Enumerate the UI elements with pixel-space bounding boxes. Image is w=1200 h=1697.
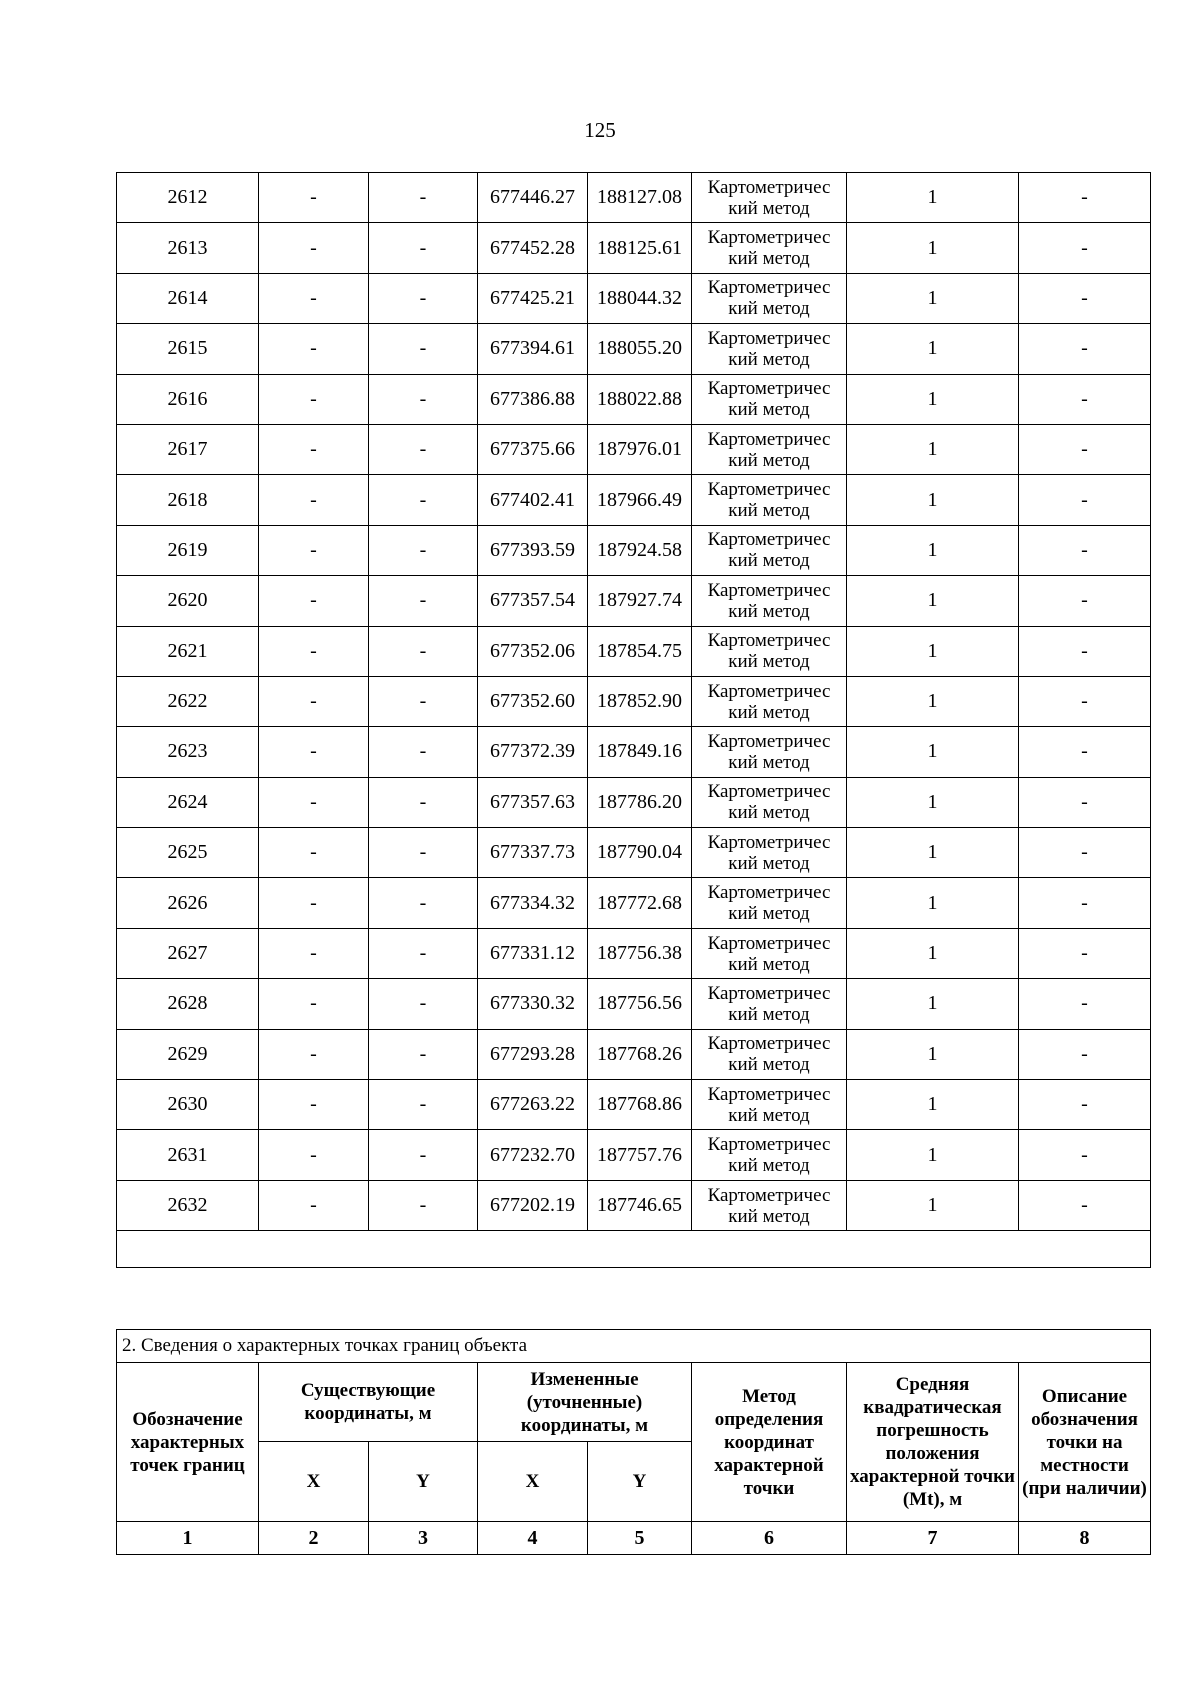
mean-error-cell: 1 (847, 273, 1019, 323)
point-id-cell: 2615 (117, 324, 259, 374)
point-id-cell: 2629 (117, 1029, 259, 1079)
existing-x-cell: - (259, 676, 369, 726)
description-cell: - (1019, 525, 1151, 575)
mean-error-cell: 1 (847, 777, 1019, 827)
changed-y-cell: 188055.20 (588, 324, 692, 374)
changed-y-cell: 187786.20 (588, 777, 692, 827)
point-id-cell: 2619 (117, 525, 259, 575)
mean-error-cell: 1 (847, 525, 1019, 575)
point-id-cell: 2620 (117, 576, 259, 626)
table-row (117, 777, 1151, 827)
table-row (117, 727, 1151, 777)
point-id-cell: 2631 (117, 1130, 259, 1180)
changed-y-cell: 188022.88 (588, 374, 692, 424)
method-cell: Картометричес кий метод (692, 424, 847, 474)
mean-error-cell: 1 (847, 979, 1019, 1029)
mean-error-cell: 1 (847, 223, 1019, 273)
mean-error-cell: 1 (847, 676, 1019, 726)
changed-y-cell: 187746.65 (588, 1180, 692, 1230)
description-cell: - (1019, 727, 1151, 777)
header-changed-coordinates: Измененные (уточненные) координаты, м (478, 1363, 692, 1442)
changed-y-cell: 187966.49 (588, 475, 692, 525)
changed-x-cell: 677334.32 (478, 878, 588, 928)
table-row (117, 878, 1151, 928)
point-id-cell: 2632 (117, 1180, 259, 1230)
changed-x-cell: 677352.60 (478, 676, 588, 726)
point-id-cell: 2618 (117, 475, 259, 525)
table-row (117, 223, 1151, 273)
table-row (117, 525, 1151, 575)
mean-error-cell: 1 (847, 374, 1019, 424)
existing-x-cell: - (259, 626, 369, 676)
mean-error-cell: 1 (847, 576, 1019, 626)
method-cell: Картометричес кий метод (692, 626, 847, 676)
method-cell: Картометричес кий метод (692, 1180, 847, 1230)
existing-y-cell: - (369, 626, 478, 676)
table-row (117, 1130, 1151, 1180)
changed-y-cell: 187924.58 (588, 525, 692, 575)
changed-x-cell: 677452.28 (478, 223, 588, 273)
description-cell: - (1019, 626, 1151, 676)
changed-y-cell: 187756.56 (588, 979, 692, 1029)
existing-y-cell: - (369, 1080, 478, 1130)
point-id-cell: 2623 (117, 727, 259, 777)
mean-error-cell: 1 (847, 173, 1019, 223)
description-cell: - (1019, 324, 1151, 374)
changed-x-cell: 677357.63 (478, 777, 588, 827)
mean-error-cell: 1 (847, 475, 1019, 525)
description-cell: - (1019, 576, 1151, 626)
existing-y-cell: - (369, 173, 478, 223)
coordinates-table-body (117, 173, 1151, 1268)
method-cell: Картометричес кий метод (692, 727, 847, 777)
mean-error-cell: 1 (847, 727, 1019, 777)
changed-x-cell: 677202.19 (478, 1180, 588, 1230)
header-method: Метод определения координат характерной точки (692, 1363, 847, 1522)
description-cell: - (1019, 878, 1151, 928)
table-row (117, 626, 1151, 676)
table-row (117, 273, 1151, 323)
table-row (117, 828, 1151, 878)
point-id-cell: 2627 (117, 928, 259, 978)
changed-y-cell: 188044.32 (588, 273, 692, 323)
description-cell: - (1019, 1029, 1151, 1079)
existing-x-cell: - (259, 324, 369, 374)
changed-x-cell: 677357.54 (478, 576, 588, 626)
point-id-cell: 2622 (117, 676, 259, 726)
section-title: 2. Сведения о характерных точках границ объекта (117, 1330, 1151, 1363)
point-id-cell: 2613 (117, 223, 259, 273)
existing-y-cell: - (369, 273, 478, 323)
existing-x-cell: - (259, 424, 369, 474)
empty-row (117, 1231, 1151, 1268)
description-cell: - (1019, 1130, 1151, 1180)
mean-error-cell: 1 (847, 828, 1019, 878)
point-id-cell: 2625 (117, 828, 259, 878)
existing-x-cell: - (259, 173, 369, 223)
existing-y-cell: - (369, 878, 478, 928)
mean-error-cell: 1 (847, 626, 1019, 676)
point-id-cell: 2624 (117, 777, 259, 827)
existing-y-cell: - (369, 777, 478, 827)
method-cell: Картометричес кий метод (692, 273, 847, 323)
existing-x-cell: - (259, 576, 369, 626)
changed-x-cell: 677337.73 (478, 828, 588, 878)
description-cell: - (1019, 173, 1151, 223)
changed-x-cell: 677352.06 (478, 626, 588, 676)
points-table (116, 1329, 1151, 1555)
existing-x-cell: - (259, 1130, 369, 1180)
existing-y-cell: - (369, 223, 478, 273)
description-cell: - (1019, 223, 1151, 273)
existing-y-cell: - (369, 1130, 478, 1180)
changed-x-cell: 677372.39 (478, 727, 588, 777)
method-cell: Картометричес кий метод (692, 878, 847, 928)
existing-y-cell: - (369, 576, 478, 626)
existing-x-cell: - (259, 727, 369, 777)
method-cell: Картометричес кий метод (692, 1080, 847, 1130)
description-cell: - (1019, 475, 1151, 525)
existing-x-cell: - (259, 1180, 369, 1230)
changed-x-cell: 677386.88 (478, 374, 588, 424)
description-cell: - (1019, 273, 1151, 323)
column-number: 4 (478, 1522, 588, 1555)
mean-error-cell: 1 (847, 1130, 1019, 1180)
existing-x-cell: - (259, 928, 369, 978)
point-id-cell: 2626 (117, 878, 259, 928)
existing-x-cell: - (259, 475, 369, 525)
mean-error-cell: 1 (847, 1080, 1019, 1130)
changed-y-cell: 187757.76 (588, 1130, 692, 1180)
changed-y-cell: 187849.16 (588, 727, 692, 777)
existing-y-cell: - (369, 324, 478, 374)
description-cell: - (1019, 1180, 1151, 1230)
mean-error-cell: 1 (847, 324, 1019, 374)
changed-x-cell: 677394.61 (478, 324, 588, 374)
empty-cell (117, 1231, 1151, 1268)
changed-y-cell: 187852.90 (588, 676, 692, 726)
description-cell: - (1019, 1080, 1151, 1130)
point-id-cell: 2614 (117, 273, 259, 323)
existing-y-cell: - (369, 374, 478, 424)
existing-x-cell: - (259, 828, 369, 878)
existing-x-cell: - (259, 374, 369, 424)
header-designation: Обозначение характерных точек границ (117, 1363, 259, 1522)
description-cell: - (1019, 424, 1151, 474)
existing-y-cell: - (369, 1180, 478, 1230)
changed-x-cell: 677331.12 (478, 928, 588, 978)
header-changed-y: Y (588, 1442, 692, 1522)
table-row (117, 324, 1151, 374)
description-cell: - (1019, 828, 1151, 878)
method-cell: Картометричес кий метод (692, 223, 847, 273)
existing-y-cell: - (369, 828, 478, 878)
changed-y-cell: 188127.08 (588, 173, 692, 223)
header-existing-x: X (259, 1442, 369, 1522)
existing-y-cell: - (369, 1029, 478, 1079)
table-row (117, 676, 1151, 726)
column-number: 3 (369, 1522, 478, 1555)
changed-x-cell: 677293.28 (478, 1029, 588, 1079)
changed-x-cell: 677425.21 (478, 273, 588, 323)
table-row (117, 576, 1151, 626)
coordinates-table (116, 172, 1151, 1268)
changed-y-cell: 187976.01 (588, 424, 692, 474)
point-id-cell: 2617 (117, 424, 259, 474)
existing-x-cell: - (259, 223, 369, 273)
method-cell: Картометричес кий метод (692, 576, 847, 626)
existing-y-cell: - (369, 928, 478, 978)
point-id-cell: 2628 (117, 979, 259, 1029)
table-row (117, 424, 1151, 474)
description-cell: - (1019, 676, 1151, 726)
table-row (117, 979, 1151, 1029)
changed-x-cell: 677393.59 (478, 525, 588, 575)
changed-x-cell: 677446.27 (478, 173, 588, 223)
table-row (117, 1080, 1151, 1130)
changed-x-cell: 677402.41 (478, 475, 588, 525)
point-id-cell: 2612 (117, 173, 259, 223)
mean-error-cell: 1 (847, 928, 1019, 978)
column-number: 5 (588, 1522, 692, 1555)
method-cell: Картометричес кий метод (692, 676, 847, 726)
changed-y-cell: 187756.38 (588, 928, 692, 978)
changed-y-cell: 187772.68 (588, 878, 692, 928)
page-number: 125 (584, 118, 616, 142)
method-cell: Картометричес кий метод (692, 928, 847, 978)
existing-y-cell: - (369, 979, 478, 1029)
description-cell: - (1019, 374, 1151, 424)
method-cell: Картометричес кий метод (692, 777, 847, 827)
mean-error-cell: 1 (847, 424, 1019, 474)
changed-x-cell: 677232.70 (478, 1130, 588, 1180)
existing-x-cell: - (259, 777, 369, 827)
header-changed-x: X (478, 1442, 588, 1522)
point-id-cell: 2621 (117, 626, 259, 676)
existing-y-cell: - (369, 424, 478, 474)
point-id-cell: 2630 (117, 1080, 259, 1130)
method-cell: Картометричес кий метод (692, 828, 847, 878)
description-cell: - (1019, 928, 1151, 978)
table-row (117, 173, 1151, 223)
existing-x-cell: - (259, 273, 369, 323)
column-number: 6 (692, 1522, 847, 1555)
changed-y-cell: 187768.26 (588, 1029, 692, 1079)
existing-x-cell: - (259, 1029, 369, 1079)
existing-y-cell: - (369, 525, 478, 575)
mean-error-cell: 1 (847, 1029, 1019, 1079)
column-number: 1 (117, 1522, 259, 1555)
column-number: 7 (847, 1522, 1019, 1555)
method-cell: Картометричес кий метод (692, 324, 847, 374)
method-cell: Картометричес кий метод (692, 979, 847, 1029)
point-id-cell: 2616 (117, 374, 259, 424)
table-row (117, 1180, 1151, 1230)
method-cell: Картометричес кий метод (692, 475, 847, 525)
method-cell: Картометричес кий метод (692, 1130, 847, 1180)
changed-x-cell: 677375.66 (478, 424, 588, 474)
description-cell: - (1019, 777, 1151, 827)
table-row (117, 1029, 1151, 1079)
existing-y-cell: - (369, 727, 478, 777)
changed-y-cell: 187790.04 (588, 828, 692, 878)
mean-error-cell: 1 (847, 878, 1019, 928)
existing-x-cell: - (259, 878, 369, 928)
table-row (117, 928, 1151, 978)
changed-y-cell: 187768.86 (588, 1080, 692, 1130)
existing-x-cell: - (259, 525, 369, 575)
changed-x-cell: 677330.32 (478, 979, 588, 1029)
existing-x-cell: - (259, 1080, 369, 1130)
column-number: 2 (259, 1522, 369, 1555)
table-row (117, 475, 1151, 525)
header-description: Описание обозначения точки на местности (при наличии) (1019, 1363, 1151, 1522)
existing-y-cell: - (369, 676, 478, 726)
method-cell: Картометричес кий метод (692, 374, 847, 424)
column-number: 8 (1019, 1522, 1151, 1555)
mean-error-cell: 1 (847, 1180, 1019, 1230)
description-cell: - (1019, 979, 1151, 1029)
header-mean-error: Средняя квадратическая погрешность положения характерной точки (Mt), м (847, 1363, 1019, 1522)
changed-y-cell: 187927.74 (588, 576, 692, 626)
header-existing-coordinates: Существующие координаты, м (259, 1363, 478, 1442)
header-existing-y: Y (369, 1442, 478, 1522)
method-cell: Картометричес кий метод (692, 1029, 847, 1079)
existing-y-cell: - (369, 475, 478, 525)
method-cell: Картометричес кий метод (692, 173, 847, 223)
method-cell: Картометричес кий метод (692, 525, 847, 575)
existing-x-cell: - (259, 979, 369, 1029)
changed-y-cell: 188125.61 (588, 223, 692, 273)
changed-x-cell: 677263.22 (478, 1080, 588, 1130)
changed-y-cell: 187854.75 (588, 626, 692, 676)
table-row (117, 374, 1151, 424)
